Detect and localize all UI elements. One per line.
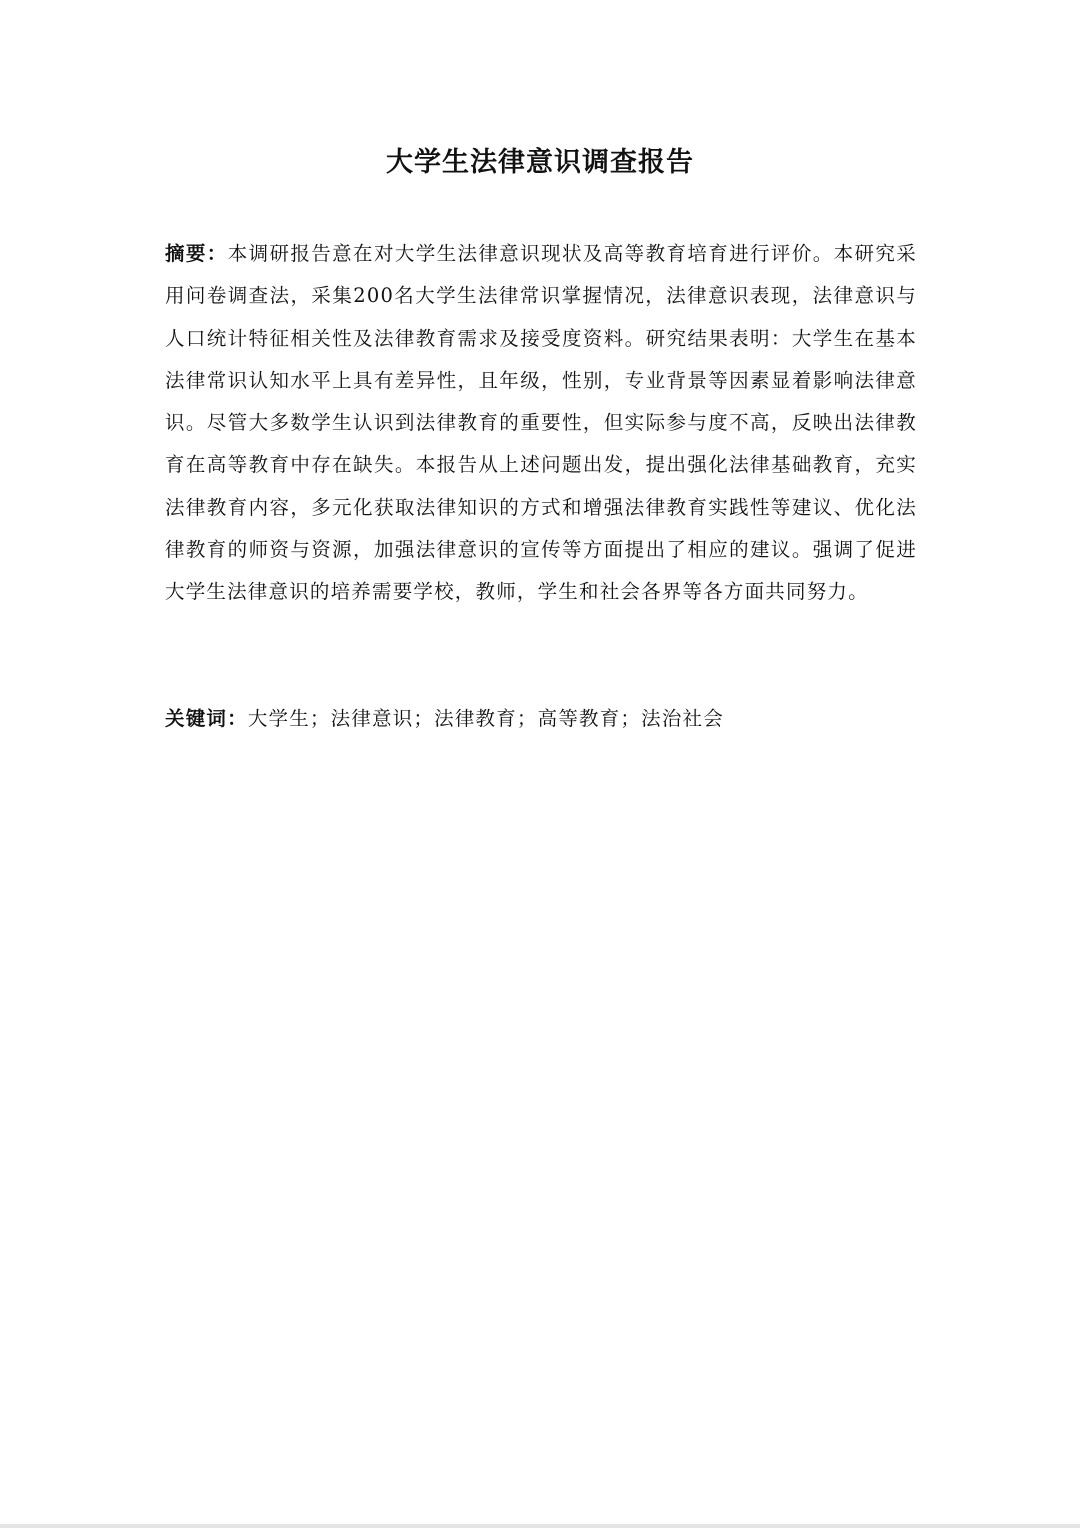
keywords-label: 关键词： <box>165 707 248 730</box>
abstract-paragraph <box>165 233 917 614</box>
keywords-paragraph <box>165 700 917 738</box>
keywords-text: 大学生；法律意识；法律教育；高等教育；法治社会 <box>247 707 724 730</box>
page-bottom-divider <box>0 1524 1080 1528</box>
abstract-text: 本调研报告意在对大学生法律意识现状及高等教育培育进行评价。本研究采用问卷调查法，采集200名大学生法律常识掌握情况，法律意识表现，法律意识与人口统计特征相关性及法律教育需求及接受度资料。研究结果表明：大学生在基本法律常识认知水平上具有差异性，且年级，性别，专业背景等因素显着影响法律意识。尽管大多数学生认识到法律教育的重要性，但实际参与度不高，反映出法律教育在高等教育中存在缺失。本报告从上述问题出发，提出强化法律基础教育，充实法律教育内容，多元化获取法律知识的方式和增强法律教育实践性等建议、优化法律教育的师资与资源，加强法律意识的宣传等方面提出了相应的建议。强调了促进大学生法律意识的培养需要学校，教师，学生和社会各界等各方面共同努力。 <box>165 242 917 604</box>
abstract-label: 摘要： <box>165 242 228 265</box>
document-title: 大学生法律意识调查报告 <box>386 147 694 178</box>
